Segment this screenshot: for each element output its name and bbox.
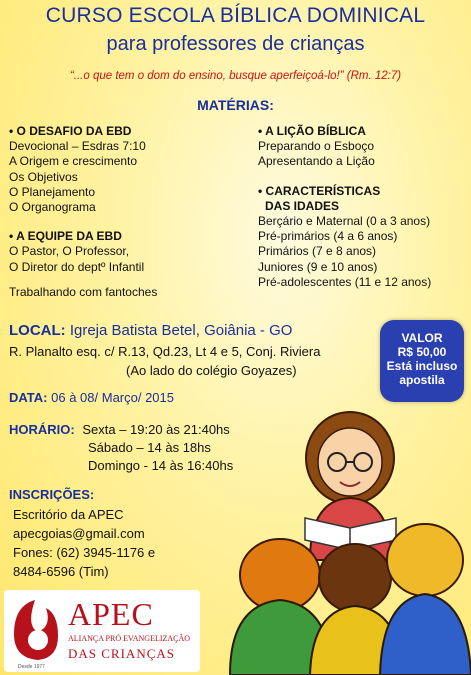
caract-title: • CARACTERÍSTICAS (258, 183, 381, 198)
local-note: (Ao lado do colégio Goyazes) (126, 363, 297, 378)
price-note-2: apostila (399, 373, 445, 387)
date-value: 06 à 08/ Março/ 2015 (51, 390, 174, 405)
logo-sub-2: DAS CRIANÇAS (68, 646, 175, 661)
desafio-item: A Origem e crescimento (9, 154, 138, 169)
logo-since: Desde 1977 (18, 664, 45, 670)
caract-item: Berçário e Maternal (0 a 3 anos) (258, 214, 431, 229)
inscricoes-label: INSCRIÇÕES: (9, 487, 95, 502)
caract-item: Juniores (9 e 10 anos) (258, 259, 378, 274)
inscricoes-email[interactable]: apecgoias@gmail.com (13, 526, 145, 541)
caract-item: Primários (7 e 8 anos) (258, 244, 377, 259)
inscricoes-phone-2: 8484-6596 (Tim) (13, 564, 109, 579)
local-label: LOCAL: (9, 322, 66, 339)
licao-item: Apresentando a Lição (258, 154, 375, 169)
schedule-row: Domingo - 14 às 16:40hs (88, 458, 234, 473)
materias-left-column (9, 124, 157, 300)
desafio-item: O Organograma (9, 200, 96, 215)
desafio-item: Devocional – Esdras 7:10 (9, 139, 146, 154)
bible-verse: “...o que tem o dom do ensino, busque aperfeiçoá-lo!” (Rm. 12:7) (69, 70, 402, 82)
logo-name: APEC (68, 596, 154, 632)
apec-logo-icon (8, 596, 62, 662)
desafio-title: • O DESAFIO DA EBD (9, 124, 132, 138)
equipe-title: • A EQUIPE DA EBD (9, 229, 122, 244)
equipe-item: O Pastor, O Professor, (9, 244, 130, 259)
apec-logo (4, 590, 200, 672)
children-illustration (210, 400, 471, 675)
schedule (9, 422, 230, 437)
local-name: Igreja Batista Betel, Goiânia - GO (69, 322, 293, 339)
logo-sub-1: ALIANÇA PRÓ EVANGELIZAÇÃO (68, 634, 191, 643)
equipe-item: O Diretor do deptº Infantil (9, 259, 145, 274)
inscricoes-phone: Fones: (62) 3945-1176 e (13, 545, 156, 560)
licao-item: Preparando o Esboço (258, 139, 375, 154)
local-address: R. Planalto esq. c/ R.13, Qd.23, Lt 4 e 5, Conj. Riviera (9, 344, 321, 359)
fantoches-item: Trabalhando com fantoches (9, 284, 158, 299)
desafio-item: Os Objetivos (9, 169, 78, 184)
caract-title-2: DAS IDADES (265, 198, 340, 213)
local-line (9, 322, 292, 339)
price-note: Está incluso (386, 359, 458, 373)
licao-title: • A LIÇÃO BÍBLICA (258, 124, 366, 138)
date-label: DATA: (9, 390, 48, 405)
schedule-row: Sexta – 19:20 às 21:40hs (82, 422, 230, 437)
price-value: R$ 50,00 (397, 345, 447, 359)
schedule-row: Sábado – 14 às 18hs (88, 440, 211, 455)
caract-item: Pré-primários (4 a 6 anos) (258, 229, 398, 244)
materias-heading: MATÉRIAS: (197, 97, 274, 113)
course-subtitle: para professores de crianças (106, 33, 365, 55)
date-line (9, 390, 174, 405)
materias-right-column (258, 124, 431, 290)
desafio-item: O Planejamento (9, 184, 96, 199)
price-badge (380, 320, 464, 402)
price-label: VALOR (401, 331, 443, 345)
schedule-label: HORÁRIO: (9, 422, 75, 437)
inscricoes-office: Escritório da APEC (13, 507, 124, 522)
course-title: CURSO ESCOLA BÍBLICA DOMINICAL (45, 4, 426, 27)
caract-item: Pré-adolescentes (11 e 12 anos) (258, 274, 432, 289)
